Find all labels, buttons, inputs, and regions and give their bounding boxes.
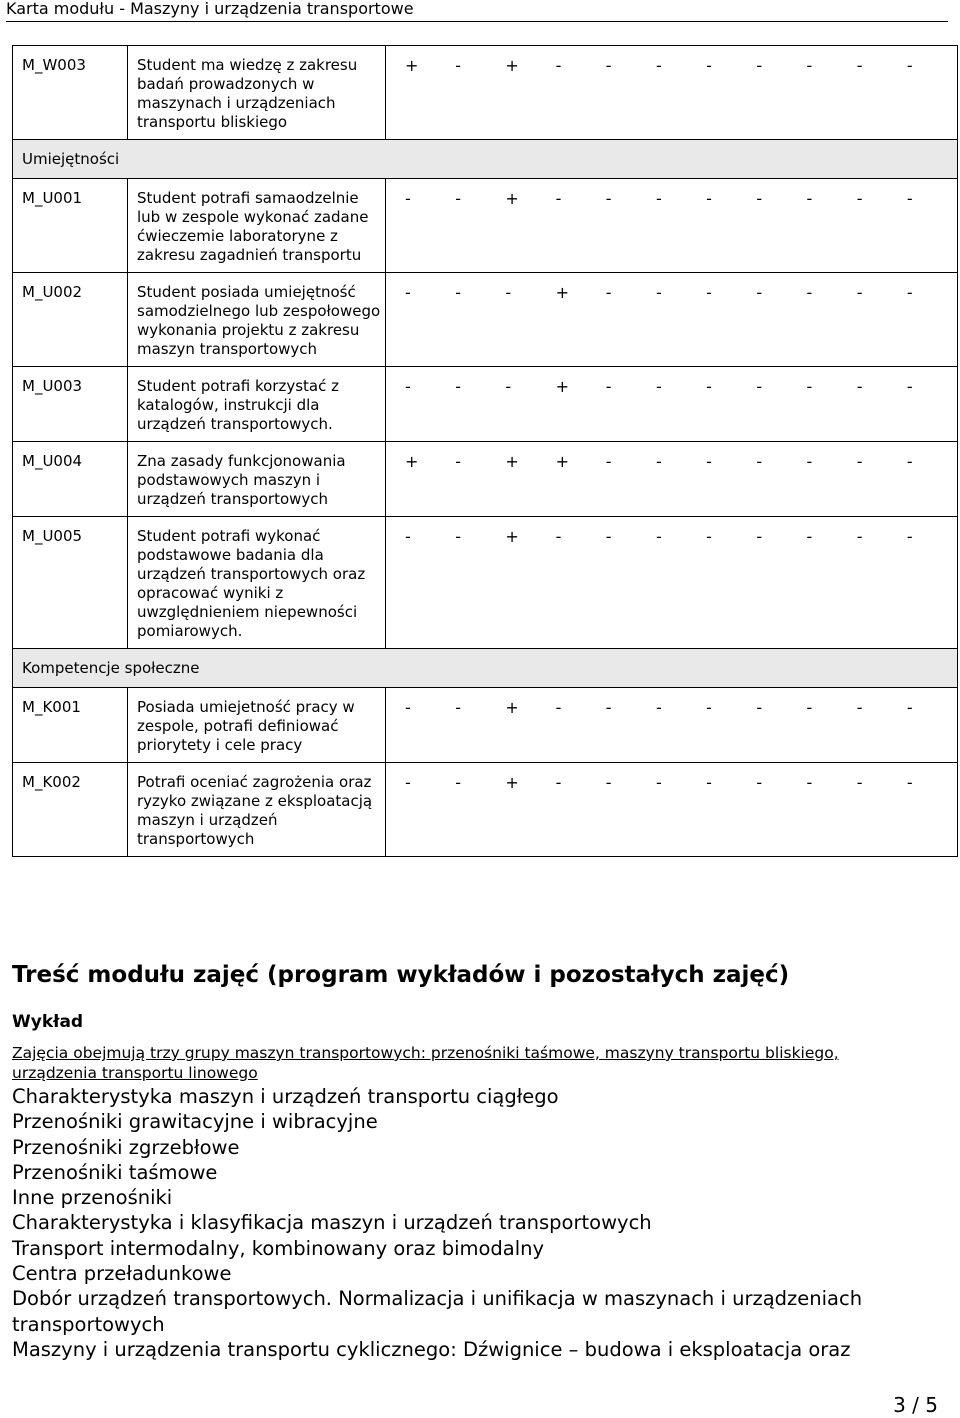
content-section-title: Treść modułu zajęć (program wykładów i pozostałych zajęć) <box>12 962 790 988</box>
list-item: Charakterystyka i klasyfikacja maszyn i urządzeń transportowych <box>12 1211 652 1235</box>
mark-cell: - <box>605 773 612 792</box>
list-item: Centra przeładunkowe <box>12 1262 232 1286</box>
marks-row <box>405 527 957 546</box>
mark-cell: - <box>455 377 461 396</box>
section-header-row <box>13 140 958 179</box>
section-header: Kompetencje społeczne <box>13 649 958 688</box>
mark-cell: - <box>806 527 813 546</box>
table-row <box>13 763 958 857</box>
mark-cell: - <box>555 773 562 792</box>
mark-cell: - <box>455 283 461 302</box>
mark-cell: - <box>605 283 612 302</box>
lecture-label: Wykład <box>12 1012 84 1032</box>
outcome-description: Student potrafi samaodzelnie lub w zespole wykonać zadane ćwieczemie laboratoryne z zakresu zagadnień transportu <box>128 179 386 273</box>
mark-cell: - <box>655 698 662 717</box>
mark-cell: - <box>806 56 813 75</box>
mark-cell: - <box>455 189 461 208</box>
mark-cell: - <box>655 189 662 208</box>
outcome-marks <box>386 442 958 517</box>
page-number: 3 / 5 <box>893 1393 938 1417</box>
table-row <box>13 442 958 517</box>
mark-cell: - <box>455 527 461 546</box>
outcome-marks <box>386 179 958 273</box>
mark-cell: - <box>906 377 913 396</box>
list-item: Charakterystyka maszyn i urządzeń transportu ciągłego <box>12 1085 559 1108</box>
outcome-description: Student ma wiedzę z zakresu badań prowadzonych w maszynach i urządzeniach transportu bliskiego <box>128 46 386 140</box>
outcome-code: M_U002 <box>13 273 128 367</box>
outcome-marks <box>386 688 958 763</box>
mark-cell: - <box>605 189 612 208</box>
mark-cell: + <box>505 189 519 208</box>
mark-cell: + <box>505 698 519 717</box>
mark-cell: - <box>655 527 662 546</box>
table-row <box>13 517 958 649</box>
section-header-row <box>13 649 958 688</box>
marks-row <box>405 283 957 302</box>
outcome-marks <box>386 517 958 649</box>
mark-cell: - <box>706 377 712 396</box>
mark-cell: - <box>655 452 662 471</box>
list-item: Transport intermodalny, kombinowany oraz bimodalny <box>12 1236 545 1260</box>
mark-cell: - <box>605 377 612 396</box>
list-item: Inne przenośniki <box>12 1186 173 1210</box>
outcome-description: Posiada umiejetność pracy w zespole, potrafi definiować priorytety i cele pracy <box>128 688 386 763</box>
list-item: Przenośniki zgrzebłowe <box>12 1135 240 1159</box>
mark-cell: + <box>405 56 419 75</box>
mark-cell: - <box>555 527 562 546</box>
outcome-marks <box>386 46 958 140</box>
mark-cell: - <box>856 189 863 208</box>
mark-cell: - <box>806 698 813 717</box>
lecture-topics-list <box>12 1084 952 1362</box>
table-row <box>13 688 958 763</box>
outcome-code: M_U005 <box>13 517 128 649</box>
list-item: Dobór urządzeń transportowych. Normalizacja i unifikacja w maszynach i urządzeniach transportowych <box>12 1287 863 1336</box>
outcome-description: Student potrafi wykonać podstawowe badania dla urządzeń transportowych oraz opracować wyniki z uwzględnieniem niepewności pomiarowych. <box>128 517 386 649</box>
mark-cell: - <box>856 527 863 546</box>
mark-cell: - <box>906 527 913 546</box>
mark-cell: - <box>505 283 512 302</box>
mark-cell: - <box>856 377 863 396</box>
mark-cell: - <box>605 698 612 717</box>
mark-cell: - <box>756 773 763 792</box>
mark-cell: - <box>505 377 512 396</box>
mark-cell: - <box>655 56 662 75</box>
mark-cell: - <box>856 698 863 717</box>
outcome-marks <box>386 763 958 857</box>
mark-cell: + <box>505 773 519 792</box>
mark-cell: + <box>505 452 519 471</box>
mark-cell: - <box>405 698 411 717</box>
outcome-code: M_K001 <box>13 688 128 763</box>
mark-cell: - <box>806 773 813 792</box>
mark-cell: + <box>505 56 519 75</box>
mark-cell: - <box>706 452 712 471</box>
mark-cell: - <box>906 452 913 471</box>
table-row <box>13 367 958 442</box>
marks-row <box>405 189 957 208</box>
mark-cell: - <box>856 56 863 75</box>
learning-outcomes-table-body <box>13 46 958 857</box>
mark-cell: - <box>756 452 763 471</box>
mark-cell: - <box>605 56 612 75</box>
mark-cell: - <box>605 452 612 471</box>
mark-cell: - <box>455 452 461 471</box>
mark-cell: - <box>655 377 662 396</box>
lecture-intro: Zajęcia obejmują trzy grupy maszyn transportowych: przenośniki taśmowe, maszyny transportu bliskiego, urządzenia transportu linowego <box>12 1044 839 1082</box>
table-row <box>13 179 958 273</box>
learning-outcomes-table <box>12 45 958 857</box>
mark-cell: - <box>706 283 712 302</box>
mark-cell: - <box>405 283 411 302</box>
mark-cell: - <box>455 698 461 717</box>
mark-cell: - <box>906 189 913 208</box>
mark-cell: - <box>706 773 712 792</box>
mark-cell: - <box>856 773 863 792</box>
mark-cell: - <box>655 283 662 302</box>
outcome-code: M_W003 <box>13 46 128 140</box>
table-row <box>13 273 958 367</box>
outcome-description: Student posiada umiejętność samodzielnego lub zespołowego wykonania projektu z zakresu maszyn transportowych <box>128 273 386 367</box>
marks-row <box>405 698 957 717</box>
mark-cell: - <box>756 698 763 717</box>
mark-cell: - <box>756 56 763 75</box>
mark-cell: - <box>906 56 913 75</box>
mark-cell: - <box>706 189 712 208</box>
outcome-description: Potrafi oceniać zagrożenia oraz ryzyko związane z eksploatacją maszyn i urządzeń transportowych <box>128 763 386 857</box>
mark-cell: - <box>405 773 411 792</box>
outcome-code: M_U003 <box>13 367 128 442</box>
outcome-code: M_U004 <box>13 442 128 517</box>
table-row <box>13 46 958 140</box>
mark-cell: - <box>405 189 411 208</box>
page-header <box>6 0 948 22</box>
list-item: Przenośniki grawitacyjne i wibracyjne <box>12 1110 378 1134</box>
mark-cell: - <box>555 189 562 208</box>
mark-cell: - <box>906 283 913 302</box>
mark-cell: - <box>706 527 712 546</box>
mark-cell: - <box>455 773 461 792</box>
section-header: Umiejętności <box>13 140 958 179</box>
outcome-description: Zna zasady funkcjonowania podstawowych maszyn i urządzeń transportowych <box>128 442 386 517</box>
list-item: Maszyny i urządzenia transportu cyklicznego: Dźwignice – budowa i eksploatacja oraz <box>12 1337 851 1361</box>
mark-cell: - <box>806 283 813 302</box>
mark-cell: - <box>555 698 562 717</box>
outcome-description: Student potrafi korzystać z katalogów, instrukcji dla urządzeń transportowych. <box>128 367 386 442</box>
marks-row <box>405 377 957 396</box>
mark-cell: - <box>856 452 863 471</box>
mark-cell: - <box>756 527 763 546</box>
mark-cell: - <box>455 56 461 75</box>
mark-cell: - <box>405 527 411 546</box>
mark-cell: - <box>655 773 662 792</box>
mark-cell: - <box>706 698 712 717</box>
mark-cell: - <box>806 189 813 208</box>
mark-cell: - <box>806 452 813 471</box>
mark-cell: - <box>906 698 913 717</box>
marks-row <box>405 773 957 792</box>
mark-cell: - <box>756 283 763 302</box>
outcome-marks <box>386 367 958 442</box>
mark-cell: - <box>756 377 763 396</box>
mark-cell: - <box>906 773 913 792</box>
page-header-title: Karta modułu - Maszyny i urządzenia transportowe <box>6 0 414 18</box>
list-item: Przenośniki taśmowe <box>12 1160 218 1184</box>
outcome-code: M_K002 <box>13 763 128 857</box>
mark-cell: + <box>505 527 519 546</box>
mark-cell: + <box>555 283 569 302</box>
mark-cell: - <box>756 189 763 208</box>
marks-row <box>405 452 957 471</box>
mark-cell: - <box>555 56 562 75</box>
mark-cell: - <box>806 377 813 396</box>
outcome-marks <box>386 273 958 367</box>
outcome-code: M_U001 <box>13 179 128 273</box>
mark-cell: + <box>555 452 569 471</box>
marks-row <box>405 56 957 75</box>
mark-cell: + <box>405 452 419 471</box>
mark-cell: + <box>555 377 569 396</box>
mark-cell: - <box>405 377 411 396</box>
mark-cell: - <box>605 527 612 546</box>
mark-cell: - <box>856 283 863 302</box>
mark-cell: - <box>706 56 712 75</box>
